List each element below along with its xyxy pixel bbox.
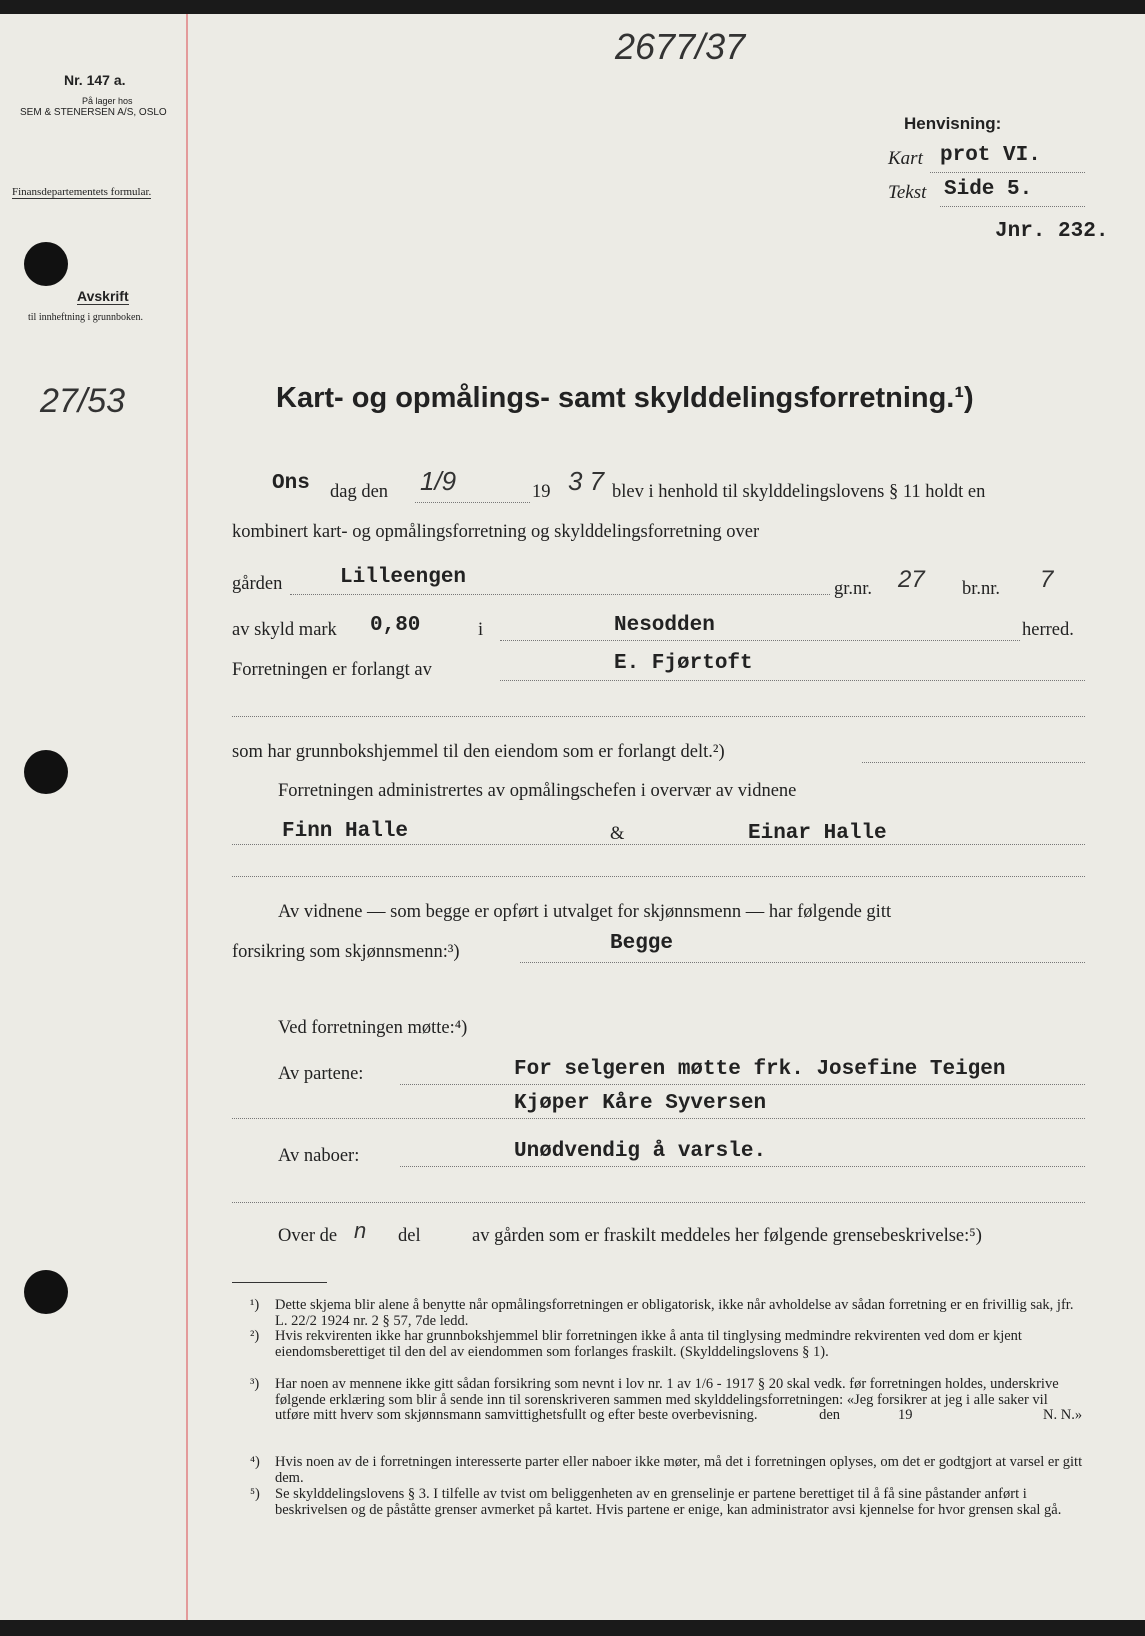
label: av skyld mark: [232, 620, 337, 640]
label: Over de: [278, 1226, 338, 1246]
margin-line: [186, 14, 188, 1620]
copy-title: Avskrift: [77, 288, 129, 304]
footnote: ²) Hvis rekvirenten ikke har grunnbokshjemmel blir forretningen ikke å anta til tinglysing medmindre rekvirenten ved dom er kjent eiendomsberettiget til den del av eiendommen som forlanges fraskilt. (Skylddelingslovens § 1).: [250, 1328, 1022, 1360]
farm-name: Lilleengen: [340, 566, 467, 589]
label: br.nr.: [962, 579, 1001, 599]
label: av gården som er fraskilt meddeles her følgende grensebeskrivelse:⁵): [472, 1226, 982, 1246]
label: Av vidnene — som begge er opført i utvalget for skjønnsmenn — har følgende gitt: [278, 902, 892, 922]
label: blev i henhold til skylddelingslovens § 11 holdt en: [612, 482, 986, 502]
label: &: [610, 824, 625, 844]
weekday: Ons: [272, 472, 310, 495]
label: i: [478, 620, 484, 640]
punch-hole: [24, 750, 68, 794]
label: herred.: [1022, 620, 1074, 640]
tekst-label: Tekst: [888, 182, 927, 203]
part-value: n: [354, 1218, 367, 1243]
jnr: Jnr. 232.: [995, 220, 1109, 243]
label: som har grunnbokshjemmel til den eiendom som er forlangt delt.²): [232, 742, 725, 762]
tekst-value: Side 5.: [944, 178, 1033, 201]
label: kombinert kart- og opmålingsforretning og skylddelingsforretning over: [232, 522, 760, 542]
label: forsikring som skjønnsmenn:³): [232, 942, 460, 962]
kart-value: prot VI.: [940, 144, 1041, 167]
label: Forretningen administrertes av opmålingschefen i overvær av vidnene: [278, 781, 797, 801]
document-page: [0, 14, 1145, 1620]
form-number: Nr. 147 a.: [64, 72, 126, 88]
kart-label: Kart: [888, 148, 923, 169]
printer-line: SEM & STENERSEN A/S, OSLO: [20, 107, 167, 118]
handwritten-ref: 27/53: [40, 382, 126, 420]
label: Forretningen er forlangt av: [232, 660, 432, 680]
label: gr.nr.: [834, 579, 873, 599]
year-value: 3 7: [568, 466, 605, 496]
label: del: [398, 1226, 421, 1246]
copy-subtitle: til innheftning i grunnboken.: [28, 312, 143, 323]
footnote-divider: [232, 1282, 327, 1283]
neighbors: Unødvendig å varsle.: [514, 1140, 767, 1163]
footnote: ¹) Dette skjema blir alene å benytte når opmålingsforretningen er obligatorisk, ikke når avholdelse av sådan forretning er en frivillig sak, jfr. L. 22/2 1924 nr. 2 § 57, 7de ledd.: [250, 1297, 1074, 1329]
herred-value: Nesodden: [614, 614, 715, 637]
reference-label: Henvisning:: [904, 114, 1002, 133]
footnote: ⁴) Hvis noen av de i forretningen interesserte parter eller naboer ikke møter, må det i forretningen oplyses, om det er godtgjort at varsel er gitt dem.: [250, 1454, 1083, 1486]
footnote: ⁵) Se skylddelingslovens § 3. I tilfelle av tvist om beliggenheten av en grenselinje er partene berettiget til å få sine påstander anført i beskrivelsen og de påståtte grenser avmerket på kartet. Hvis partene er enige, kan administrator avsi kjennelse for hvor grensen skal gå.: [250, 1486, 1062, 1518]
label: gården: [232, 574, 283, 594]
punch-hole: [24, 242, 68, 286]
grnr-value: 27: [898, 566, 925, 593]
printer-line: På lager hos: [82, 96, 133, 106]
document-title: Kart- og opmålings- samt skylddelingsforretning.¹): [276, 382, 974, 414]
witness-1: Finn Halle: [282, 820, 409, 843]
punch-hole: [24, 1270, 68, 1314]
form-owner: Finansdepartementets formular.: [12, 186, 152, 198]
parties-1: For selgeren møtte frk. Josefine Teigen: [514, 1058, 1006, 1081]
label: 19: [532, 482, 551, 502]
witness-2: Einar Halle: [748, 822, 887, 845]
label: Av naboer:: [278, 1146, 360, 1166]
label: dag den: [330, 482, 389, 502]
handwritten-number: 2677/37: [615, 26, 746, 67]
footnote: ³) Har noen av mennene ikke gitt sådan forsikring som nevnt i lov nr. 1 av 1/6 - 1917 § 20 skal vedk. før forretningen holdes, underskrive følgende erklæring som blir å sende inn til sorenskriveren sammen med skylddelingsforretningen: «Jeg forsikrer at jeg i alle saker vil utføre mitt hverv som skjønnsmann samvittighetsfullt og efter beste overbevisning. den 19 N. N.»: [250, 1376, 1083, 1423]
skyld-value: 0,80: [370, 614, 421, 637]
label: Ved forretningen møtte:⁴): [278, 1018, 468, 1038]
label: Av partene:: [278, 1064, 364, 1084]
requested-by: E. Fjørtoft: [614, 652, 753, 675]
date-value: 1/9: [420, 466, 457, 496]
assessors: Begge: [610, 932, 674, 955]
brnr-value: 7: [1040, 566, 1054, 593]
parties-2: Kjøper Kåre Syversen: [514, 1092, 767, 1115]
